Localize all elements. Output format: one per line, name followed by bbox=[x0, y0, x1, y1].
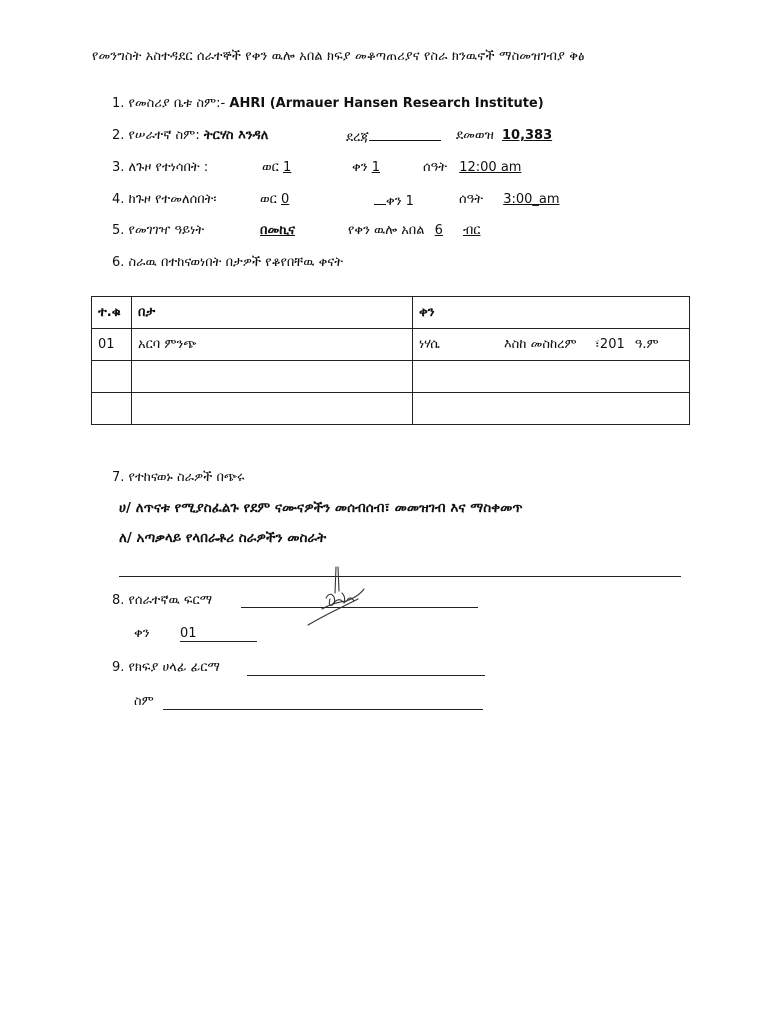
cell-date bbox=[413, 393, 690, 425]
salary-label: ደመወዝ bbox=[456, 128, 494, 143]
work-line-b: ለ/ አጣቃላይ የላበራቶሪ ስራዎችን መስራት bbox=[119, 530, 327, 546]
cell-place: አርባ ምንጭ bbox=[132, 329, 413, 361]
item-number: 8. bbox=[112, 593, 125, 608]
allowance-label: የቀን ዉሎ አበል bbox=[348, 223, 425, 238]
return-month bbox=[260, 192, 299, 207]
payment-officer-signature-label: የክፍያ ሀላፊ ፊርማ bbox=[128, 660, 220, 675]
date-start: ነሃሴ bbox=[419, 337, 440, 352]
departure-day bbox=[352, 160, 386, 175]
works-label: የተከናወኑ ስራዎች በጭሩ bbox=[128, 470, 245, 485]
departure-label: ለጉዞ የተነሳበት : bbox=[128, 160, 209, 175]
employee-sign-date bbox=[134, 626, 150, 641]
date-end: እስከ መስከረም bbox=[503, 337, 577, 352]
day-label: ቀን bbox=[134, 626, 150, 641]
name-label: ስም bbox=[134, 694, 154, 709]
day-label: ቀን 1 bbox=[386, 194, 414, 209]
item-number: 4. bbox=[112, 192, 125, 207]
month-value: 0 bbox=[281, 192, 290, 207]
item-number: 2. bbox=[112, 128, 125, 143]
item-5 bbox=[112, 223, 204, 238]
item-3 bbox=[112, 160, 208, 175]
institution-value: AHRI (Armauer Hansen Research Institute) bbox=[229, 96, 544, 111]
cell-place bbox=[132, 361, 413, 393]
cell-date bbox=[413, 361, 690, 393]
time-value: 12:00 am bbox=[459, 160, 522, 175]
item-6 bbox=[112, 255, 343, 270]
item-number: 3. bbox=[112, 160, 125, 175]
employee-name-value: ትርሃስ እንዳለ bbox=[203, 128, 269, 143]
allowance-field bbox=[348, 223, 480, 238]
day-value: 01 bbox=[180, 626, 197, 641]
header-place: በታ bbox=[132, 297, 413, 329]
day-blank-line bbox=[374, 192, 386, 205]
time-label: ሰዓት bbox=[459, 192, 484, 207]
salary-field bbox=[456, 128, 552, 143]
grade-field bbox=[346, 128, 441, 145]
employee-signature-label: የሰራተኛዉ ፍርማ bbox=[128, 593, 213, 608]
header-number: ተ.ቁ bbox=[92, 297, 132, 329]
item-7 bbox=[112, 470, 244, 485]
currency-label: ብር bbox=[462, 223, 481, 238]
salary-value: 10,383 bbox=[501, 128, 553, 143]
item-2 bbox=[112, 128, 268, 143]
item-number: 9. bbox=[112, 660, 125, 675]
handwritten-signature bbox=[302, 563, 372, 633]
employee-name-label: የሠራተኛ ስም: bbox=[128, 128, 200, 143]
cell-date bbox=[413, 329, 690, 361]
return-day bbox=[374, 192, 414, 209]
day-value: 1 bbox=[371, 160, 380, 175]
cell-number bbox=[92, 361, 132, 393]
date-year: ፣201 bbox=[594, 337, 625, 352]
item-9 bbox=[112, 660, 220, 675]
item-8 bbox=[112, 593, 212, 608]
day-label: ቀን bbox=[352, 160, 368, 175]
header-date: ቀን bbox=[413, 297, 690, 329]
grade-label: ደረጃ bbox=[346, 130, 369, 145]
table-row bbox=[92, 393, 690, 425]
departure-time bbox=[423, 160, 521, 175]
item-number: 5. bbox=[112, 223, 125, 238]
departure-month bbox=[262, 160, 301, 175]
cell-number: 01 bbox=[92, 329, 132, 361]
item-number: 7. bbox=[112, 470, 125, 485]
works-blank-line bbox=[119, 576, 681, 577]
month-label: ወር bbox=[262, 160, 279, 175]
cell-place bbox=[132, 393, 413, 425]
allowance-value: 6 bbox=[434, 223, 443, 238]
time-label: ሰዓት bbox=[423, 160, 448, 175]
work-line-a: ሀ/ ለጥናቱ የሚያስፈልጉ የደም ናሙናዎችን መሰብሰብ፣ መመዝገብ እና ማስቀመጥ bbox=[119, 500, 523, 516]
month-label: ወር bbox=[260, 192, 277, 207]
item-4 bbox=[112, 192, 217, 207]
day-field bbox=[180, 626, 257, 642]
time-value: 3:00_am bbox=[503, 192, 560, 207]
work-location-table bbox=[91, 296, 690, 425]
work-days-label: ስራዉ በተከናወነበት በታዎች የቆየበቸዉ ቀናት bbox=[128, 255, 343, 270]
item-1 bbox=[112, 96, 544, 111]
name-line bbox=[163, 709, 483, 710]
payment-officer-signature-line bbox=[247, 675, 485, 676]
return-label: ከጉዞ የተመለሰበት፡ bbox=[128, 192, 217, 207]
month-value: 1 bbox=[283, 160, 292, 175]
transport-value: በመኪና bbox=[260, 223, 295, 238]
grade-blank-line bbox=[369, 128, 441, 141]
table-row bbox=[92, 329, 690, 361]
form-title: የመንግስት አስተዳደር ሰራተኞች የቀን ዉሎ አበል ክፍያ መቆጣጠሪያና የስራ ክንዉኖች ማስመዝገብያ ቅፅ bbox=[92, 49, 585, 64]
table-header-row bbox=[92, 297, 690, 329]
return-time bbox=[459, 192, 560, 207]
item-number: 6. bbox=[112, 255, 125, 270]
transport-label: የመገገዣ ዓይነት bbox=[128, 223, 205, 238]
institution-label: የመስሪያ ቤቱ ስም:- bbox=[128, 96, 226, 111]
table-row bbox=[92, 361, 690, 393]
item-number: 1. bbox=[112, 96, 125, 111]
date-era: ዓ.ም bbox=[634, 337, 659, 352]
cell-number bbox=[92, 393, 132, 425]
